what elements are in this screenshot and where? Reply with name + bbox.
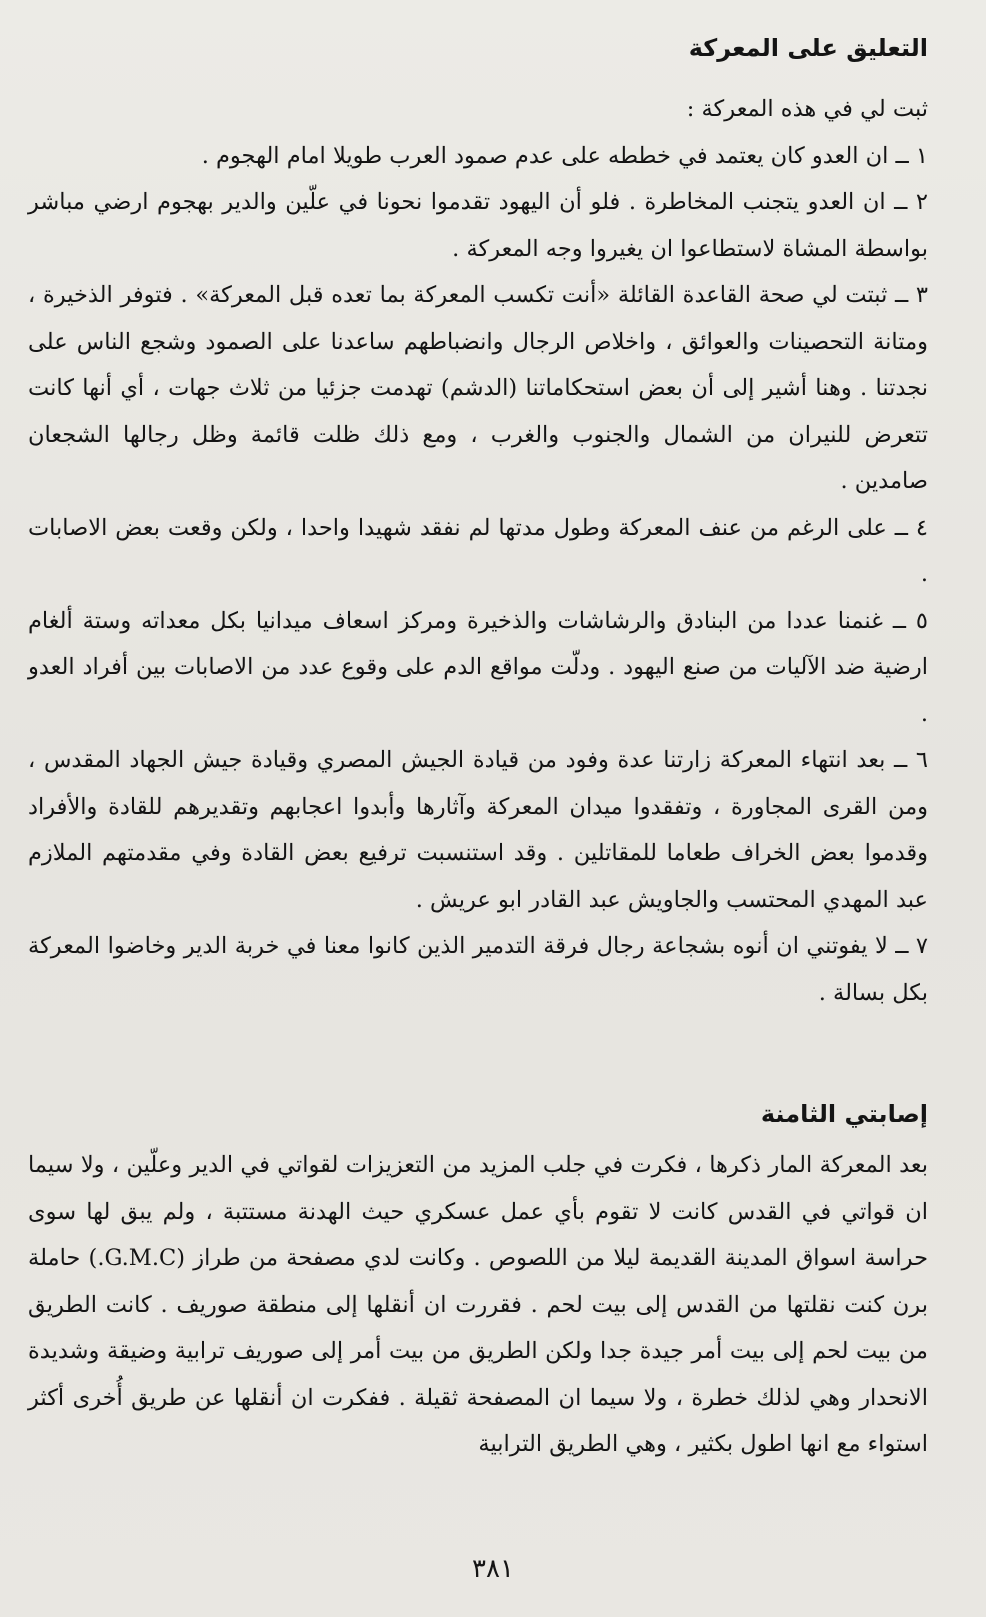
- point-7: ٧ ــ لا يفوتني ان أنوه بشجاعة رجال فرقة التدمير الذين كانوا معنا في خربة الدير وخاضوا المعركة بكل بسالة .: [28, 933, 928, 1006]
- point-6: ٦ ــ بعد انتهاء المعركة زارتنا عدة وفود من قيادة الجيش المصري وقيادة جيش الجهاد المقدس ، ومن القرى المجاورة ، وتفقدوا ميدان المعركة وآثارها وأبدوا اعجابهم وتقديرهم للقادة والأفراد وقدموا بعض الخراف طعاما للمقاتلين . وقد استنسبت ترفيع بعض القادة وفي مقدمتهم الملازم عبد المهدي المحتسب والجاويش عبد القادر ابو عريش .: [28, 747, 928, 913]
- section2-body: بعد المعركة المار ذكرها ، فكرت في جلب المزيد من التعزيزات لقواتي في الدير وعلّين ، ولا سيما ان قواتي في القدس كانت لا تقوم بأي عمل عسكري حيث الهدنة مستتبة ، ولم يبق لها سوى حراسة اسواق المدينة القديمة ليلا من اللصوص . وكانت لدي مصفحة من طراز (G.M.C.) حاملة برن كنت نقلتها من القدس إلى بيت لحم . فقررت ان أنقلها إلى منطقة صوريف . كانت الطريق من بيت لحم إلى بيت أمر جيدة جدا ولكن الطريق من بيت أمر إلى صوريف ترابية وضيقة وشديدة الانحدار وهي لذلك خطرة ، ولا سيما ان المصفحة ثقيلة . ففكرت ان أنقلها عن طريق أُخرى أكثر استواء مع انها اطول بكثير ، وهي الطريق الترابية: [28, 1152, 928, 1457]
- section-title-eighth-injury: إصابتي الثامنة: [760, 1100, 928, 1128]
- section-eighth-injury: [28, 1094, 928, 1468]
- page-content: [28, 28, 928, 1468]
- point-2: ٢ ــ ان العدو يتجنب المخاطرة . فلو أن اليهود تقدموا نحونا في علّين والدير بهجوم ارضي مباشر بواسطة المشاة لاستطاعوا ان يغيروا وجه المعركة .: [28, 189, 928, 262]
- intro-line: ثبت لي في هذه المعركة :: [686, 96, 928, 122]
- point-1: ١ ــ ان العدو كان يعتمد في خططه على عدم صمود العرب طويلا امام الهجوم .: [201, 142, 928, 169]
- point-5: ٥ ــ غنمنا عددا من البنادق والرشاشات والذخيرة ومركز اسعاف ميدانيا بكل معداته وستة ألغام ارضية ضد الآليات من صنع اليهود . ودلّت مواقع الدم على وقوع عدد من الاصابات بين أفراد العدو .: [28, 607, 928, 727]
- section-gap: [28, 1016, 928, 1094]
- point-3: ٣ ــ ثبتت لي صحة القاعدة القائلة «أنت تكسب المعركة بما تعده قبل المعركة» . فتوفر الذخيرة ، ومتانة التحصينات والعوائق ، واخلاص الرجال وانضباطهم ساعدنا على الصمود وشجع الناس على نجدتنا . وهنا أشير إلى أن بعض استحكاماتنا (الدشم) تهدمت جزئيا من ثلاث جهات ، أي أنها كانت تتعرض للنيران من الشمال والجنوب والغرب ، ومع ذلك ظلت قائمة وظل رجالها الشجعان صامدين .: [28, 282, 928, 494]
- section-title-battle-commentary: التعليق على المعركة: [688, 34, 928, 62]
- page-number: ٣٨١: [472, 1554, 514, 1584]
- point-4: ٤ ــ على الرغم من عنف المعركة وطول مدتها لم نفقد شهيدا واحدا ، ولكن وقعت بعض الاصابات .: [28, 514, 928, 587]
